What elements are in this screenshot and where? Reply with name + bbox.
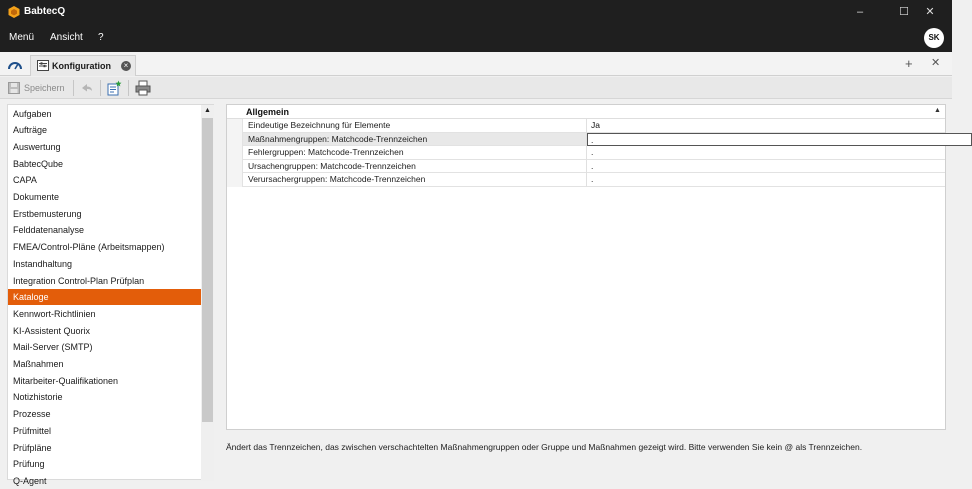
toolbar-divider bbox=[100, 80, 101, 96]
menu-item-help[interactable]: ? bbox=[98, 32, 104, 43]
user-avatar[interactable]: SK bbox=[924, 28, 944, 48]
toolbar-divider bbox=[73, 80, 74, 96]
property-value-editor[interactable] bbox=[587, 133, 972, 147]
new-entry-icon[interactable] bbox=[106, 80, 122, 96]
sidebar-item[interactable]: Kennwort-Richtlinien bbox=[13, 308, 96, 319]
property-description: Ändert das Trennzeichen, das zwischen verschachtelten Maßnahmengruppen oder Gruppe und Maßnahmen gezeigt wird. Bitte verwenden Sie kein @ als Trennzeichen. bbox=[226, 442, 863, 452]
property-name: Ursachengruppen: Matchcode-Trennzeichen bbox=[248, 160, 416, 171]
maximize-button[interactable]: ☐ bbox=[899, 6, 909, 18]
property-divider bbox=[586, 146, 587, 160]
menu-bar bbox=[0, 24, 952, 52]
property-value[interactable]: . bbox=[591, 174, 594, 185]
property-divider bbox=[586, 160, 587, 174]
sidebar-item[interactable]: Dokumente bbox=[13, 192, 60, 202]
undo-icon[interactable] bbox=[79, 80, 95, 96]
sidebar-item[interactable]: Integration Control-Plan Prüfplan bbox=[13, 275, 145, 286]
property-name: Eindeutige Bezeichnung für Elemente bbox=[248, 120, 391, 130]
property-row[interactable] bbox=[243, 173, 945, 187]
property-row[interactable] bbox=[243, 160, 945, 174]
tab-dashboard[interactable] bbox=[3, 55, 27, 76]
configuration-icon bbox=[37, 60, 49, 71]
menu-item-view[interactable]: Ansicht bbox=[50, 32, 83, 43]
sidebar-item[interactable]: Felddatenanalyse bbox=[13, 225, 85, 236]
sidebar-item[interactable]: Prüfung bbox=[13, 459, 45, 470]
sidebar-item[interactable]: CAPA bbox=[13, 175, 37, 186]
app-logo-icon bbox=[8, 6, 20, 18]
property-row[interactable] bbox=[243, 146, 945, 160]
close-tabs-icon[interactable]: ✕ bbox=[931, 57, 941, 69]
property-name: Fehlergruppen: Matchcode-Trennzeichen bbox=[248, 147, 404, 158]
tab-konfiguration[interactable] bbox=[30, 55, 136, 76]
close-window-button[interactable]: ✕ bbox=[925, 6, 935, 18]
sidebar-item[interactable]: Erstbemusterung bbox=[13, 208, 82, 219]
property-name: Verursachergruppen: Matchcode-Trennzeichen bbox=[248, 174, 426, 185]
sidebar-item[interactable]: Maßnahmen bbox=[13, 359, 64, 369]
sidebar-item[interactable]: Aufträge bbox=[13, 125, 48, 136]
sidebar-item[interactable]: Mail-Server (SMTP) bbox=[13, 342, 93, 353]
property-value-input[interactable] bbox=[591, 135, 961, 146]
property-name: Maßnahmengruppen: Matchcode-Trennzeichen bbox=[248, 133, 428, 144]
group-title: Allgemein bbox=[246, 107, 290, 117]
add-tab-icon[interactable]: + bbox=[905, 56, 913, 71]
category-sidebar bbox=[7, 104, 214, 486]
sidebar-scrollbar[interactable] bbox=[201, 105, 214, 481]
save-icon bbox=[8, 82, 20, 94]
property-divider bbox=[586, 119, 587, 133]
toolbar bbox=[0, 77, 952, 99]
property-row[interactable] bbox=[243, 119, 945, 133]
tab-close-icon[interactable]: × bbox=[121, 61, 131, 71]
scroll-up-icon[interactable]: ▲ bbox=[204, 107, 211, 114]
app-title: BabtecQ bbox=[24, 6, 66, 17]
save-label: Speichern bbox=[24, 83, 65, 93]
collapse-icon[interactable]: ▲ bbox=[934, 107, 941, 114]
sidebar-item[interactable]: Notizhistorie bbox=[13, 392, 63, 403]
property-value[interactable]: Ja bbox=[591, 120, 600, 130]
property-panel bbox=[226, 104, 946, 430]
property-indent-strip bbox=[227, 119, 243, 187]
sidebar-item[interactable]: Prozesse bbox=[13, 409, 51, 420]
minimize-button[interactable]: – bbox=[856, 6, 864, 18]
sidebar-item[interactable]: KI-Assistent Quorix bbox=[13, 325, 91, 336]
property-divider bbox=[586, 173, 587, 187]
title-bar bbox=[0, 0, 952, 24]
sidebar-item[interactable]: Prüfpläne bbox=[13, 442, 52, 453]
sidebar-item[interactable]: FMEA/Control-Pläne (Arbeitsmappen) bbox=[13, 242, 165, 253]
sidebar-item[interactable]: Auswertung bbox=[13, 141, 61, 152]
sidebar-item[interactable]: Aufgaben bbox=[13, 108, 52, 119]
property-value[interactable]: . bbox=[591, 160, 594, 171]
tab-label: Konfiguration bbox=[52, 61, 111, 71]
sidebar-item[interactable]: Mitarbeiter-Qualifikationen bbox=[13, 375, 119, 386]
sidebar-item[interactable]: Instandhaltung bbox=[13, 258, 73, 269]
sidebar-item[interactable]: Q-Agent bbox=[13, 475, 47, 486]
property-row[interactable] bbox=[243, 133, 945, 147]
property-value[interactable]: . bbox=[591, 147, 594, 158]
print-icon[interactable] bbox=[135, 80, 151, 96]
menu-item-menu[interactable]: Menü bbox=[9, 32, 35, 43]
tab-bar bbox=[0, 52, 952, 76]
dashboard-gauge-icon bbox=[3, 55, 27, 76]
scrollbar-thumb[interactable] bbox=[202, 118, 213, 422]
sidebar-item[interactable]: Kataloge bbox=[8, 289, 201, 305]
property-group-header[interactable] bbox=[227, 105, 945, 119]
toolbar-divider bbox=[128, 80, 129, 96]
sidebar-item[interactable]: BabtecQube bbox=[13, 158, 64, 169]
sidebar-item[interactable]: Prüfmittel bbox=[13, 425, 52, 436]
